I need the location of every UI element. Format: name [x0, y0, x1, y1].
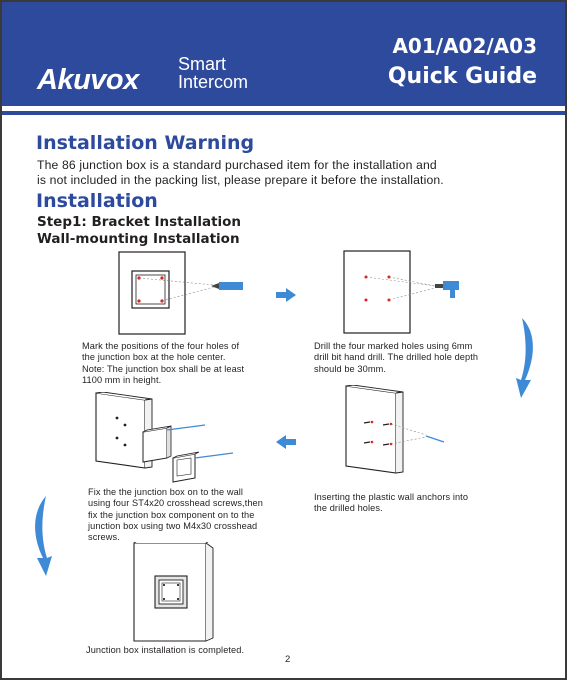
completed-installation-illustration [133, 542, 217, 644]
installed-junction-box [155, 576, 187, 608]
caption-line: Drill the four marked holes using 6mm [314, 341, 473, 351]
insert-anchors-illustration [344, 385, 464, 480]
caption-line: Inserting the plastic wall anchors into [314, 492, 469, 502]
guide-title: Quick Guide [387, 64, 537, 89]
brand-tagline-line2: Intercom [178, 72, 249, 92]
header-rule [2, 111, 565, 115]
caption-drill-holes [314, 341, 478, 375]
caption-mark-holes [82, 341, 244, 386]
substep-heading: Wall-mounting Installation [37, 231, 240, 247]
header-banner [2, 2, 565, 106]
installation-heading: Installation [36, 190, 158, 212]
junction-box [143, 426, 171, 462]
caption-line: using four ST4x20 crosshead screws,then [88, 498, 263, 509]
caption-insert-anchors [314, 492, 468, 515]
warning-line-1: The 86 junction box is a standard purchased item for the installation and [37, 158, 437, 172]
anchor-icon [426, 436, 444, 442]
arrow-right-icon [276, 288, 296, 302]
warning-line-2: is not included in the packing list, please prepare it before the installation. [37, 173, 444, 187]
caption-line: the junction box at the hole center. [82, 352, 226, 363]
caption-completed [86, 645, 244, 656]
model-code: A01/A02/A03 [392, 34, 537, 58]
page-number: 2 [285, 654, 291, 665]
caption-line: Mark the positions of the four holes of [82, 341, 240, 351]
caption-line: fix the junction box component on to the [88, 509, 255, 520]
caption-line: Fix the the junction box on to the wall [88, 487, 244, 497]
junction-box-component [173, 452, 199, 482]
wall-panel [344, 251, 410, 333]
brand-tagline-line1: Smart [178, 54, 227, 74]
warning-text [37, 158, 444, 188]
caption-line: should be 30mm. [314, 363, 386, 374]
caption-fix-box [88, 487, 263, 543]
wall-panel [119, 252, 185, 334]
drill-icon [435, 281, 459, 298]
brand-logo: Akuvox [37, 64, 139, 96]
screwdriver-icon [195, 453, 233, 458]
caption-line: junction box using two M4x30 crosshead [88, 520, 258, 531]
mark-holes-illustration [118, 250, 263, 338]
caption-line: Junction box installation is completed. [86, 645, 245, 655]
wall-panel [96, 393, 145, 468]
drill-holes-illustration [343, 249, 468, 337]
step-heading: Step1: Bracket Installation [37, 214, 242, 230]
caption-line: drill bit hand drill. The drilled hole depth [314, 352, 479, 363]
arrow-left-icon [276, 435, 296, 449]
wall-panel [346, 386, 396, 473]
caption-line: 1100 mm in height. [82, 374, 162, 385]
curved-arrow-down-icon [512, 316, 536, 400]
fix-junction-box-illustration [95, 392, 245, 484]
caption-line: screws. [88, 532, 120, 543]
caption-line: Note: The junction box shall be at least [82, 363, 245, 374]
caption-line: the drilled holes. [314, 503, 383, 514]
curved-arrow-down-icon [32, 494, 56, 578]
screwdriver-icon [167, 425, 205, 430]
brand-tagline [178, 55, 248, 91]
pencil-icon [211, 283, 219, 289]
warning-heading: Installation Warning [36, 132, 255, 154]
